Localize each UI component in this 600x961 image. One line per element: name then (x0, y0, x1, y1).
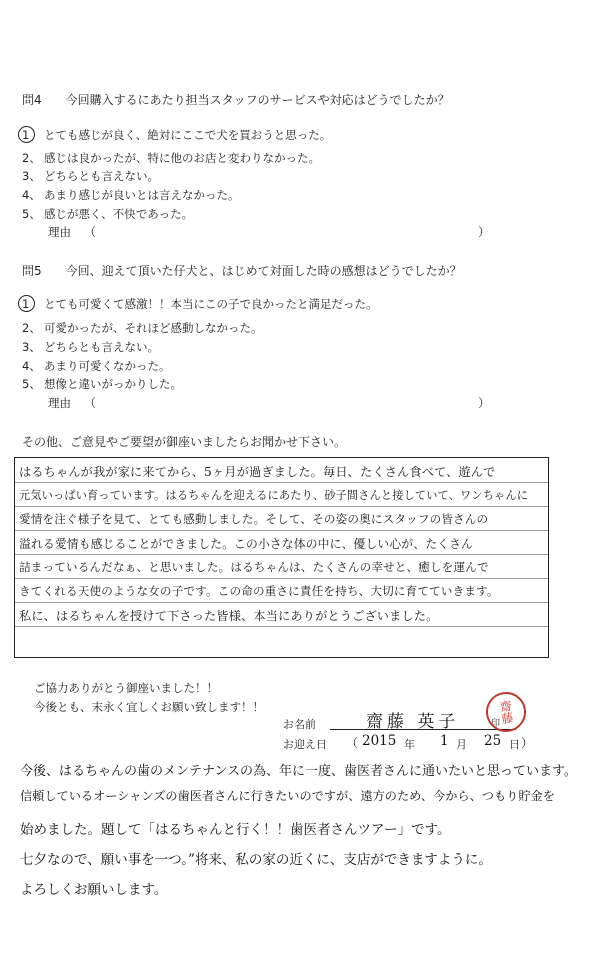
seal-mark: 印 (491, 719, 501, 729)
ruled-line (15, 530, 548, 531)
other-comments-label: その他、ご意見やご要望が御座いましたらお聞かせ下さい。 (22, 435, 347, 449)
footnote-line: 信頼しているオーシャンズの歯医者さんに行きたいのですが、遠方のため、今から、つもり貯金を (20, 789, 555, 803)
ruled-line (15, 578, 548, 579)
q5-option-3[interactable]: 3、 どちらとも言えない。 (22, 340, 159, 354)
name-value[interactable]: 齋藤 英子 (366, 712, 460, 732)
footnote-line: よろしくお願いします。 (20, 882, 168, 898)
handwritten-comment-line: はるちゃんが我が家に来てから、5ヶ月が過ぎました。毎日、たくさん食べて、遊んで (19, 465, 496, 479)
ruled-line (15, 626, 548, 627)
date-day-value[interactable]: 25 (484, 733, 502, 749)
q4-option-4[interactable]: 4、 あまり感じが良いとは言えなかった。 (22, 188, 240, 202)
name-label: お名前 (283, 718, 316, 731)
name-underline (330, 729, 516, 730)
handwritten-comment-line: 溢れる愛情も感じることができました。この小さな体の中に、優しい心が、たくさん (19, 537, 473, 551)
comment-box[interactable] (14, 457, 549, 658)
handwritten-comment-line: 愛情を注ぐ様子を見て、とても感動しました。そして、その姿の奥にスタッフの皆さんの (19, 512, 489, 526)
q5-option-5[interactable]: 5、 想像と違いがっかりした。 (22, 377, 182, 391)
q4-option-5[interactable]: 5、 感じが悪く、不快であった。 (22, 207, 194, 221)
handwritten-comment-line: きてくれる天使のような女の子です。この命の重さに責任を持ち、大切に育てていきます。 (19, 584, 499, 598)
q4-title: 問4 今回購入するにあたり担当スタッフのサービスや対応はどうでしたか？ (22, 93, 450, 107)
q4-reason-label: 理由 (48, 225, 71, 239)
date-day-unit: 日 (509, 738, 520, 751)
date-paren-open: （ (346, 736, 359, 750)
footnote-line: 七夕なので、願い事を一つ。”将来、私の家の近くに、支店ができますように。 (20, 852, 492, 868)
q5-option-4[interactable]: 4、 あまり可愛くなかった。 (22, 359, 171, 373)
q4-option-1[interactable]: 1 とても感じが良く、絶対にここで犬を買おうと思った。 (22, 128, 332, 142)
q5-reason-label: 理由 (48, 396, 71, 410)
thanks-line-2: 今後とも、末永く宜しくお願い致します！！ (34, 700, 264, 714)
q5-reason-paren-open: （ (84, 396, 97, 410)
hanko-seal: 齋藤 (483, 689, 528, 734)
q5-reason-paren-close: ） (478, 396, 491, 410)
date-paren-close: ） (521, 736, 534, 750)
ruled-line (15, 554, 548, 555)
handwritten-comment-line: 元気いっぱい育っています。はるちゃんを迎えるにあたり、砂子間さんと接していて、ワンちゃんに (19, 489, 529, 502)
date-year-unit: 年 (404, 738, 415, 751)
footnote-line: 今後、はるちゃんの歯のメンテナンスの為、年に一度、歯医者さんに通いたいと思っています。 (20, 764, 577, 779)
thanks-line-1: ご協力ありがとう御座いました！！ (34, 681, 218, 695)
date-year-value[interactable]: 2015 (362, 733, 397, 749)
q4-reason-paren-open: （ (84, 225, 97, 239)
handwritten-comment-line: 詰まっているんだなぁ、と思いました。はるちゃんは、たくさんの幸せと、癒しを運んで (19, 560, 489, 574)
q5-option-1[interactable]: 1 とても可愛くて感激！！本当にこの子で良かったと満足だった。 (22, 297, 378, 311)
date-month-value[interactable]: 1 (440, 733, 449, 749)
ruled-line (15, 482, 548, 483)
date-month-unit: 月 (456, 738, 467, 751)
handwritten-comment-line: 私に、はるちゃんを授けて下さった皆様、本当にありがとうございました。 (19, 609, 439, 623)
footnote-line: 始めました。題して「はるちゃんと行く！！歯医者さんツアー」です。 (20, 822, 451, 838)
ruled-line (15, 506, 548, 507)
q4-reason-paren-close: ） (478, 225, 491, 239)
q4-option-3[interactable]: 3、 どちらとも言えない。 (22, 169, 159, 183)
ruled-line (15, 602, 548, 603)
q4-option-2[interactable]: 2、 感じは良かったが、特に他のお店と変わりなかった。 (22, 151, 320, 165)
q5-option-2[interactable]: 2、 可愛かったが、それほど感動しなかった。 (22, 321, 263, 335)
arrival-date-label: お迎え日 (283, 738, 327, 751)
q5-title: 問5 今回、迎えて頂いた仔犬と、はじめて対面した時の感想はどうでしたか？ (22, 264, 462, 278)
